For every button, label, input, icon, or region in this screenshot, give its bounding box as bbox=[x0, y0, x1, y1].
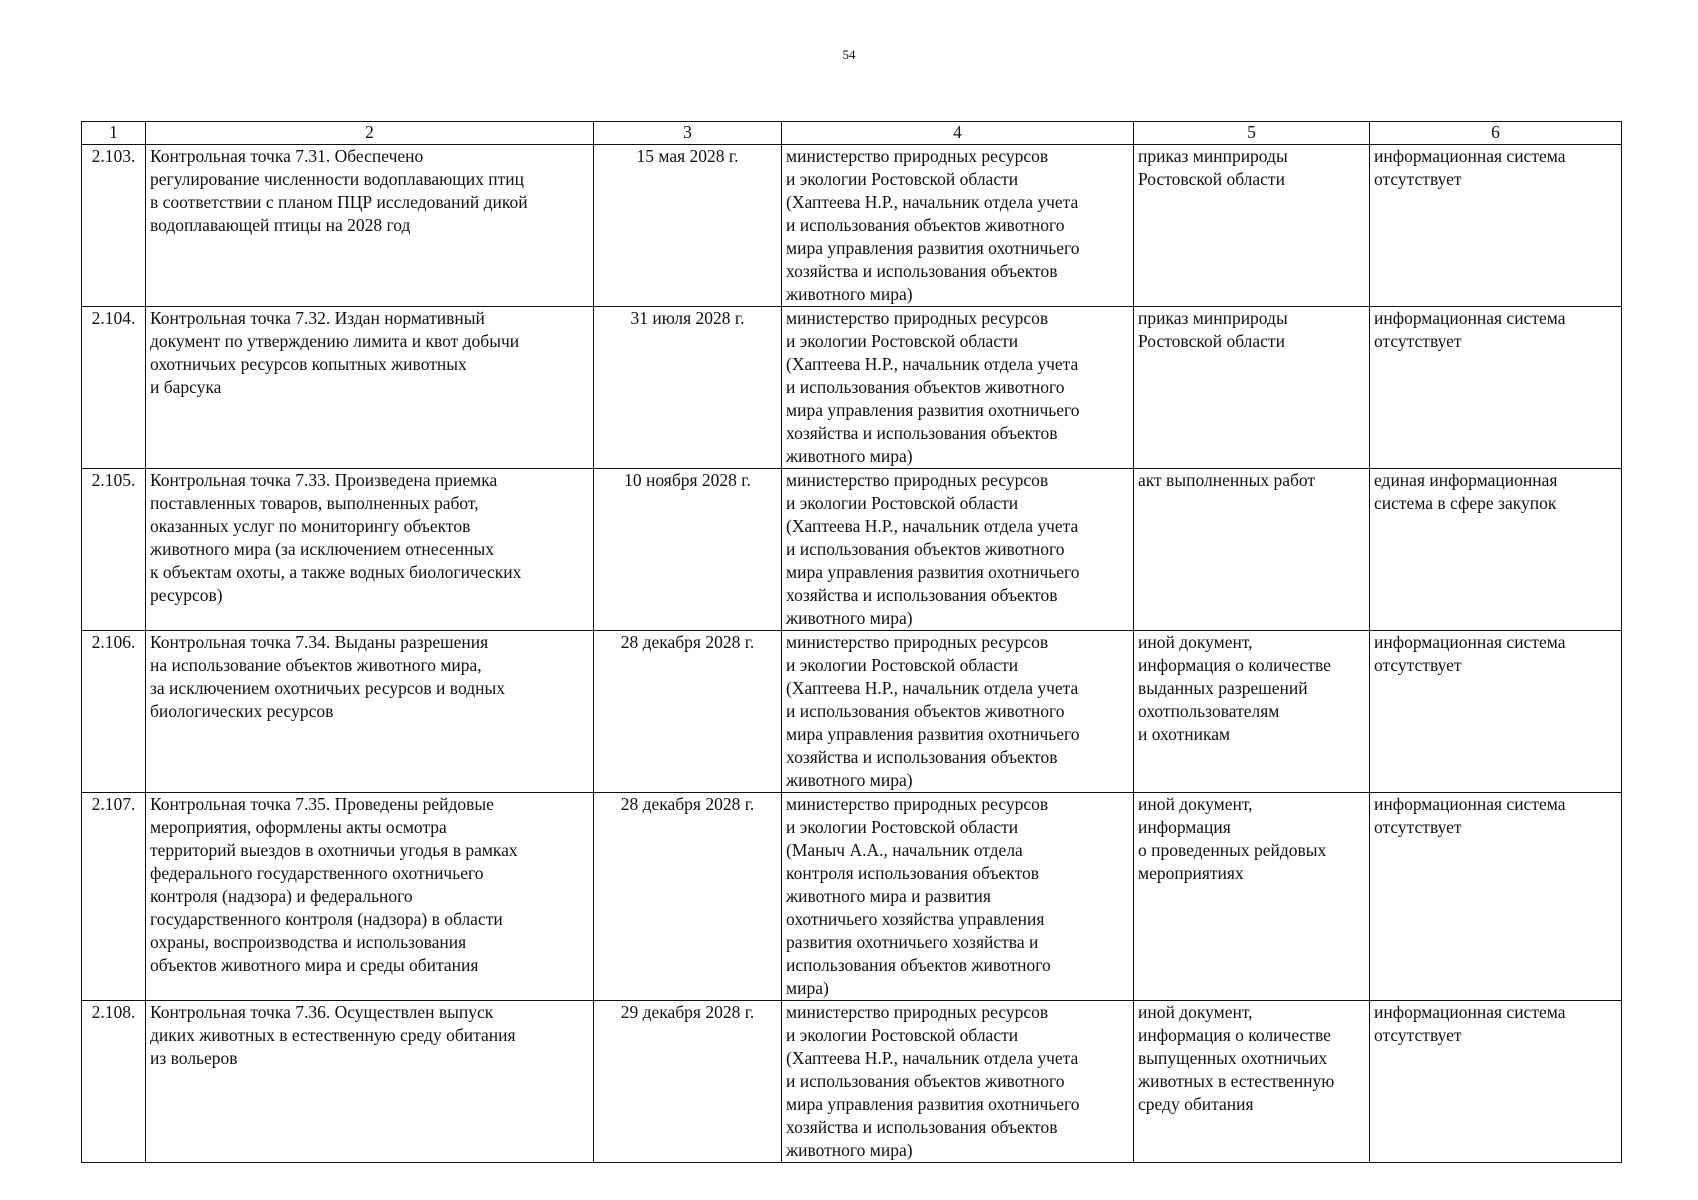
information-system: информационная система отсутствует bbox=[1370, 307, 1622, 469]
column-header-1: 1 bbox=[82, 122, 146, 145]
due-date: 29 декабря 2028 г. bbox=[594, 1001, 782, 1163]
confirming-document: иной документ, информация о количестве выпущенных охотничьих животных в естественную среду обитания bbox=[1134, 1001, 1370, 1163]
control-point-title: Контрольная точка 7.35. Проведены рейдовые мероприятия, оформлены акты осмотра территорий выездов в охотничьи угодья в рамках федерального государственного охотничьего контроля (надзора) и федерального государственного контроля (надзора) в области охраны, воспроизводства и использования объектов животного мира и среды обитания bbox=[146, 793, 594, 1001]
column-header-2: 2 bbox=[146, 122, 594, 145]
responsible-party: министерство природных ресурсов и экологии Ростовской области (Хаптеева Н.Р., начальник отдела учета и использования объектов животного мира управления развития охотничьего хозяйства и использования объектов животного мира) bbox=[782, 145, 1134, 307]
table-row bbox=[82, 1001, 1622, 1163]
confirming-document: приказ минприроды Ростовской области bbox=[1134, 307, 1370, 469]
responsible-party: министерство природных ресурсов и экологии Ростовской области (Маныч А.А., начальник отдела контроля использования объектов животного мира и развития охотничьего хозяйства управления развития охотничьего хозяйства и использования объектов животного мира) bbox=[782, 793, 1134, 1001]
table-row bbox=[82, 145, 1622, 307]
control-point-title: Контрольная точка 7.32. Издан нормативный документ по утверждению лимита и квот добычи охотничьих ресурсов копытных животных и барсука bbox=[146, 307, 594, 469]
confirming-document: приказ минприроды Ростовской области bbox=[1134, 145, 1370, 307]
control-points-table bbox=[81, 121, 1622, 1163]
column-header-4: 4 bbox=[782, 122, 1134, 145]
responsible-party: министерство природных ресурсов и экологии Ростовской области (Хаптеева Н.Р., начальник отдела учета и использования объектов животного мира управления развития охотничьего хозяйства и использования объектов животного мира) bbox=[782, 631, 1134, 793]
column-header-5: 5 bbox=[1134, 122, 1370, 145]
information-system: информационная система отсутствует bbox=[1370, 145, 1622, 307]
control-point-title: Контрольная точка 7.33. Произведена приемка поставленных товаров, выполненных работ, оказанных услуг по мониторингу объектов животного мира (за исключением отнесенных к объектам охоты, а также водных биологических ресурсов) bbox=[146, 469, 594, 631]
row-number: 2.108. bbox=[82, 1001, 146, 1163]
responsible-party: министерство природных ресурсов и экологии Ростовской области (Хаптеева Н.Р., начальник отдела учета и использования объектов животного мира управления развития охотничьего хозяйства и использования объектов животного мира) bbox=[782, 1001, 1134, 1163]
information-system: информационная система отсутствует bbox=[1370, 793, 1622, 1001]
row-number: 2.107. bbox=[82, 793, 146, 1001]
header-row bbox=[82, 122, 1622, 145]
information-system: единая информационная система в сфере закупок bbox=[1370, 469, 1622, 631]
due-date: 15 мая 2028 г. bbox=[594, 145, 782, 307]
page-number: 54 bbox=[842, 47, 856, 62]
information-system: информационная система отсутствует bbox=[1370, 631, 1622, 793]
table-row bbox=[82, 793, 1622, 1001]
confirming-document: иной документ, информация о количестве выданных разрешений охотпользователям и охотникам bbox=[1134, 631, 1370, 793]
responsible-party: министерство природных ресурсов и экологии Ростовской области (Хаптеева Н.Р., начальник отдела учета и использования объектов животного мира управления развития охотничьего хозяйства и использования объектов животного мира) bbox=[782, 307, 1134, 469]
due-date: 28 декабря 2028 г. bbox=[594, 793, 782, 1001]
row-number: 2.105. bbox=[82, 469, 146, 631]
row-number: 2.106. bbox=[82, 631, 146, 793]
due-date: 31 июля 2028 г. bbox=[594, 307, 782, 469]
column-header-3: 3 bbox=[594, 122, 782, 145]
table-row bbox=[82, 307, 1622, 469]
row-number: 2.104. bbox=[82, 307, 146, 469]
confirming-document: акт выполненных работ bbox=[1134, 469, 1370, 631]
column-header-6: 6 bbox=[1370, 122, 1622, 145]
confirming-document: иной документ, информация о проведенных рейдовых мероприятиях bbox=[1134, 793, 1370, 1001]
control-point-title: Контрольная точка 7.31. Обеспечено регулирование численности водоплавающих птиц в соответствии с планом ПЦР исследований дикой водоплавающей птицы на 2028 год bbox=[146, 145, 594, 307]
row-number: 2.103. bbox=[82, 145, 146, 307]
table-row bbox=[82, 469, 1622, 631]
due-date: 10 ноября 2028 г. bbox=[594, 469, 782, 631]
responsible-party: министерство природных ресурсов и экологии Ростовской области (Хаптеева Н.Р., начальник отдела учета и использования объектов животного мира управления развития охотничьего хозяйства и использования объектов животного мира) bbox=[782, 469, 1134, 631]
due-date: 28 декабря 2028 г. bbox=[594, 631, 782, 793]
information-system: информационная система отсутствует bbox=[1370, 1001, 1622, 1163]
control-point-title: Контрольная точка 7.36. Осуществлен выпуск диких животных в естественную среду обитания из вольеров bbox=[146, 1001, 594, 1163]
control-point-title: Контрольная точка 7.34. Выданы разрешения на использование объектов животного мира, за исключением охотничьих ресурсов и водных биологических ресурсов bbox=[146, 631, 594, 793]
table-row bbox=[82, 631, 1622, 793]
